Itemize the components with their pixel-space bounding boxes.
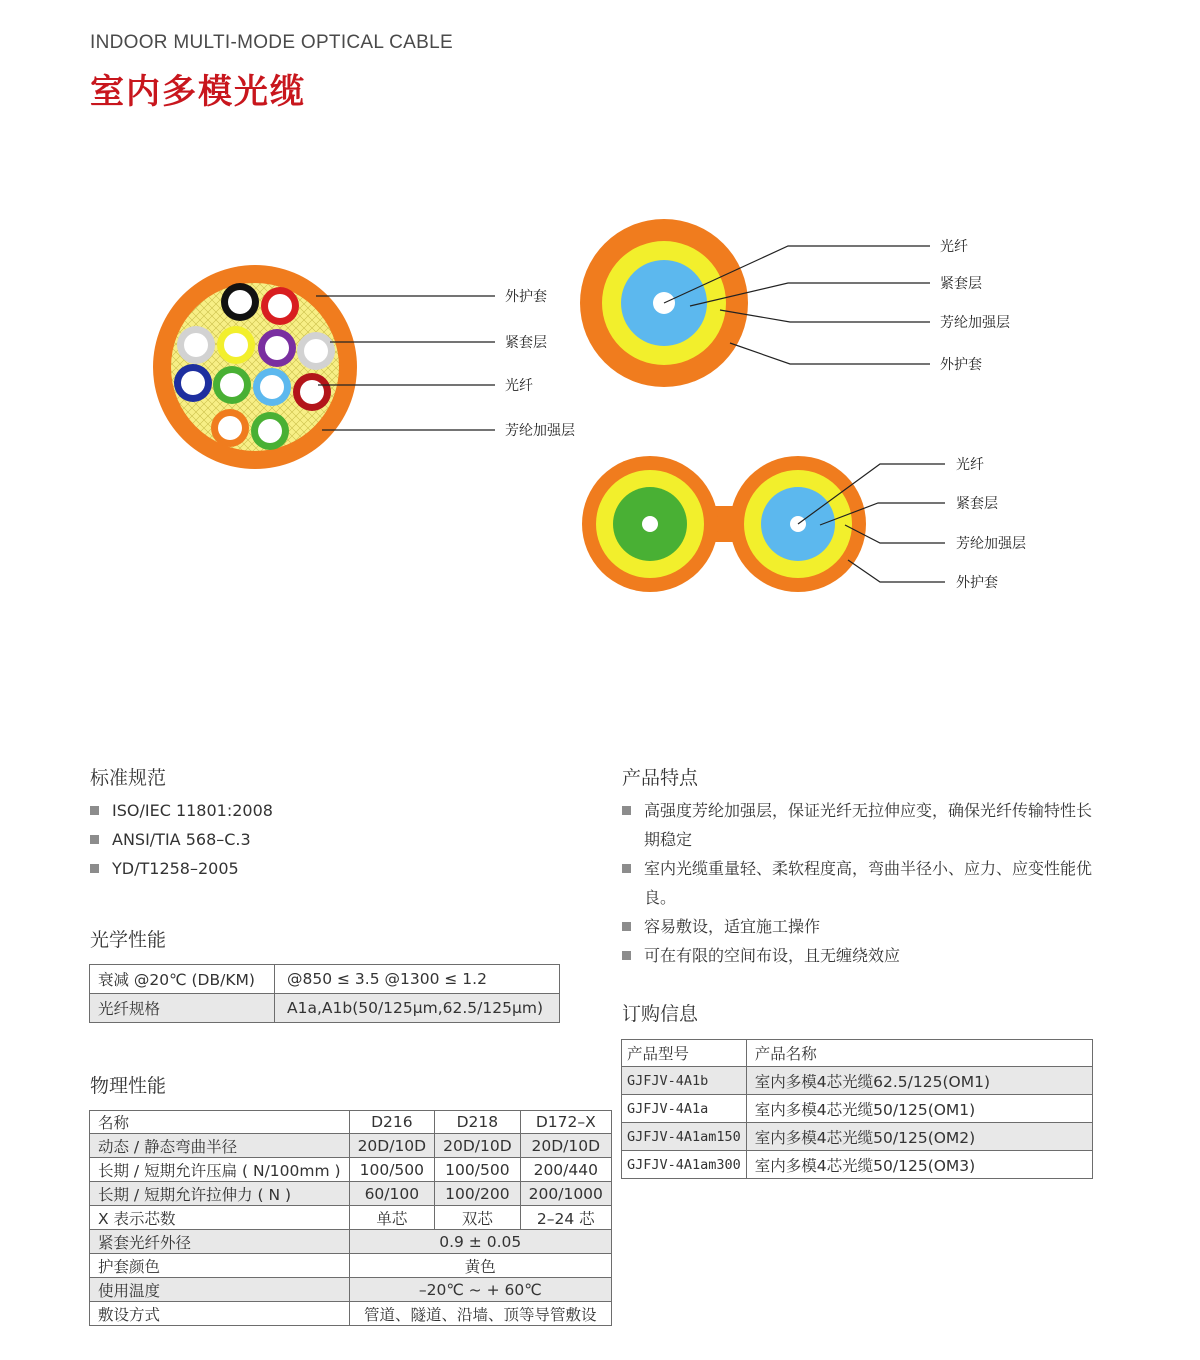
table-row [90,1302,612,1326]
table-cell: 100/500 [435,1158,521,1182]
table-cell: 单芯 [349,1206,435,1230]
table-cell: 20D/10D [435,1134,521,1158]
fiber-unit [297,332,335,370]
table-cell: 光纤规格 [90,994,275,1023]
table-row [622,1123,1093,1151]
table-cell: 20D/10D [349,1134,435,1158]
table-cell: 双芯 [435,1206,521,1230]
fiber-unit [213,366,251,404]
table-cell: @850 ≤ 3.5 @1300 ≤ 1.2 [275,965,560,994]
table-cell: GJFJV-4A1a [622,1095,747,1123]
table-row [622,1095,1093,1123]
table-cell: GJFJV-4A1am300 [622,1151,747,1179]
label-aramid-layer: 芳纶加强层 [956,536,1026,552]
list-item: ISO/IEC 11801:2008 [90,796,273,825]
fiber-unit [261,287,299,325]
table-cell: –20℃ ~ + 60℃ [349,1278,611,1302]
ordering-table [621,1039,1093,1179]
section-title-optical: 光学性能 [90,929,167,951]
page-title: 室内多模光缆 [90,72,306,112]
table-cell: 室内多模4芯光缆50/125(OM2) [746,1123,1092,1151]
table-cell: 产品型号 [622,1040,747,1067]
subtitle-en: INDOOR MULTI-MODE OPTICAL CABLE [90,32,453,53]
label-fiber: 光纤 [940,239,968,255]
table-row [90,1230,612,1254]
list-item: 高强度芳纶加强层，保证光纤无拉伸应变，确保光纤传输特性长期稳定 [622,796,1102,854]
label-fiber: 光纤 [505,378,533,394]
label-tight-buffer: 紧套层 [505,335,547,351]
table-cell: 20D/10D [520,1134,611,1158]
fiber-unit [174,364,212,402]
cable-cross-section-diagram [0,200,1200,620]
table-cell: 管道、隧道、沿墙、顶等导管敷设 [349,1302,611,1326]
table-cell: GJFJV-4A1b [622,1067,747,1095]
features-list [622,796,1102,970]
table-cell: 100/200 [435,1182,521,1206]
label-tight-buffer: 紧套层 [940,276,982,292]
table-cell: 100/500 [349,1158,435,1182]
fiber-unit [217,326,255,364]
label-aramid-layer: 芳纶加强层 [940,315,1010,331]
label-outer-jacket: 外护套 [940,357,982,373]
table-cell: A1a,A1b(50/125μm,62.5/125μm) [275,994,560,1023]
list-item: 容易敷设，适宜施工操作 [622,912,1102,941]
table-row [622,1040,1093,1067]
table-row [90,1134,612,1158]
standards-list [90,796,273,883]
table-cell: 长期 / 短期允许压扁 ( N/100mm ) [90,1158,350,1182]
section-title-features: 产品特点 [622,767,699,789]
list-item: YD/T1258–2005 [90,854,273,883]
table-row [622,1151,1093,1179]
table-cell: 紧套光纤外径 [90,1230,350,1254]
table-cell: 室内多模4芯光缆62.5/125(OM1) [746,1067,1092,1095]
section-title-ordering: 订购信息 [622,1003,699,1025]
table-row [90,1278,612,1302]
fiber-unit [251,412,289,450]
table-cell: 名称 [90,1111,350,1134]
list-item: ANSI/TIA 568–C.3 [90,825,273,854]
table-cell: 0.9 ± 0.05 [349,1230,611,1254]
table-cell: 使用温度 [90,1278,350,1302]
table-cell: 敷设方式 [90,1302,350,1326]
optical-table [89,964,560,1023]
table-cell: 动态 / 静态弯曲半径 [90,1134,350,1158]
label-aramid-layer: 芳纶加强层 [505,423,575,439]
list-item: 室内光缆重量轻、柔软程度高，弯曲半径小、应力、应变性能优良。 [622,854,1102,912]
table-cell: 室内多模4芯光缆50/125(OM1) [746,1095,1092,1123]
table-cell: GJFJV-4A1am150 [622,1123,747,1151]
fiber-unit [293,373,331,411]
fiber-unit [253,368,291,406]
label-fiber: 光纤 [956,457,984,473]
table-cell: 200/440 [520,1158,611,1182]
table-row [90,1182,612,1206]
table-cell: X 表示芯数 [90,1206,350,1230]
table-row [90,1111,612,1134]
table-cell: 200/1000 [520,1182,611,1206]
fiber-unit [211,409,249,447]
table-row [90,1158,612,1182]
fiber-unit [258,329,296,367]
section-title-standards: 标准规范 [90,767,167,789]
table-row [90,965,560,994]
table-row [90,1206,612,1230]
table-cell: 室内多模4芯光缆50/125(OM3) [746,1151,1092,1179]
table-cell: D172–X [520,1111,611,1134]
table-cell: 护套颜色 [90,1254,350,1278]
label-outer-jacket: 外护套 [505,289,547,305]
table-cell: D216 [349,1111,435,1134]
label-tight-buffer: 紧套层 [956,496,998,512]
physical-table [89,1110,612,1326]
table-cell: 2–24 芯 [520,1206,611,1230]
list-item: 可在有限的空间布设，且无缠绕效应 [622,941,1102,970]
label-outer-jacket: 外护套 [956,575,998,591]
fiber-unit [221,283,259,321]
table-cell: 60/100 [349,1182,435,1206]
table-row [622,1067,1093,1095]
table-cell: 黄色 [349,1254,611,1278]
section-title-physical: 物理性能 [90,1075,167,1097]
fiber-unit [177,326,215,364]
table-cell: 产品名称 [746,1040,1092,1067]
table-cell: 衰减 @20℃ (DB/KM) [90,965,275,994]
table-row [90,994,560,1023]
table-row [90,1254,612,1278]
table-cell: 长期 / 短期允许拉伸力 ( N ) [90,1182,350,1206]
table-cell: D218 [435,1111,521,1134]
